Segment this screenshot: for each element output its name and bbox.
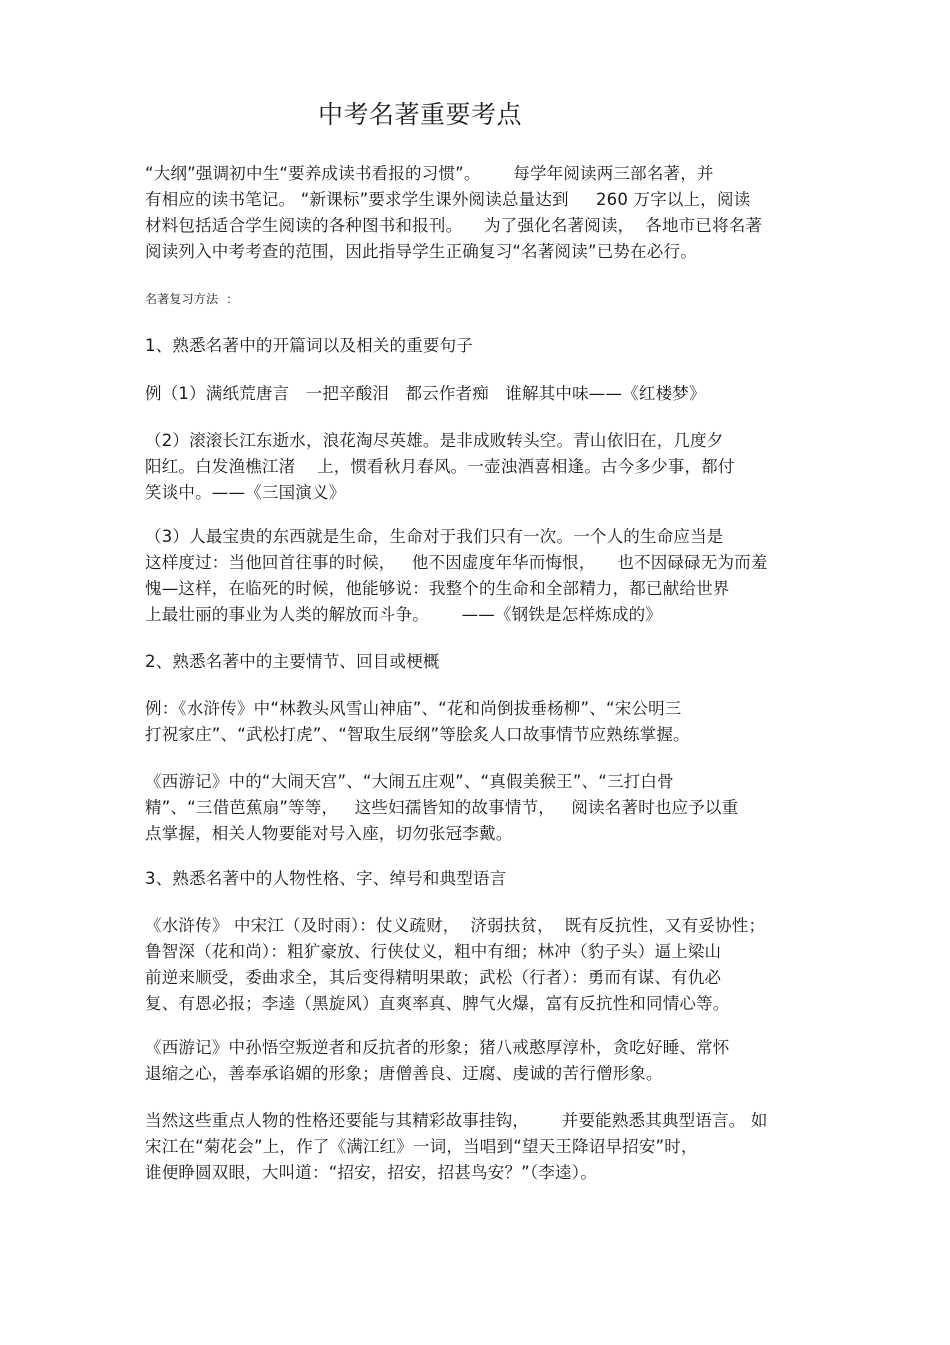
language-line-2: 宋江在“菊花会”上，作了《满江红》一词，当唱到“望天王降诏早招安”时，: [145, 1137, 698, 1156]
example-2-line-2: 阳红。白发渔樵江渚 上，惯看秋月春风。一壶浊酒喜相逢。古今多少事，都付: [145, 457, 735, 476]
language-line-3: 谁便睁圆双眼，大叫道：“招安，招安，招甚鸟安？”（李逵）。: [145, 1163, 597, 1182]
intro-line-3: 材料包括适合学生阅读的各种图书和报刊。 为了强化名著阅读， 各地市已将名著: [145, 216, 763, 235]
xiyou-characters-line-1: 《西游记》中孙悟空叛逆者和反抗者的形象；猪八戒憨厚淳朴，贪吃好睡、常怀: [145, 1038, 730, 1057]
shuihu-plot-line-1: 例：《水浒传》中“林教头风雪山神庙”、“花和尚倒拔垂杨柳”、“宋公明三: [145, 699, 682, 718]
method-heading: 名著复习方法 ：: [145, 292, 239, 306]
example-2-line-3: 笑谈中。——《三国演义》: [145, 483, 346, 502]
intro-line-4: 阅读列入中考考查的范围，因此指导学生正确复习“名著阅读”已势在必行。: [145, 242, 697, 261]
example-2-line-1: （2）滚滚长江东逝水，浪花淘尽英雄。是非成败转头空。青山依旧在，几度夕: [145, 431, 724, 450]
example-3-line-4: 上最壮丽的事业为人类的解放而斗争。 ——《钢铁是怎样炼成的》: [145, 605, 662, 624]
language-line-1: 当然这些重点人物的性格还要能与其精彩故事挂钩， 并要能熟悉其典型语言。 如: [145, 1111, 768, 1130]
section-2-heading: 2、熟悉名著中的主要情节、回目或梗概: [145, 652, 440, 671]
xiyou-plot-line-3: 点掌握，相关人物要能对号入座，切勿张冠李戴。: [145, 824, 513, 843]
xiyou-characters-line-2: 退缩之心，善奉承谄媚的形象；唐僧善良、迂腐、虔诚的苦行僧形象。: [145, 1064, 663, 1083]
section-1-heading: 1、熟悉名著中的开篇词以及相关的重要句子: [145, 336, 473, 355]
shuihu-characters-line-2: 鲁智深（花和尚）：粗犷豪放、行侠仗义，粗中有细；林冲（豹子头）逼上梁山: [145, 942, 722, 961]
shuihu-characters-line-3: 前逆来顺受，委曲求全，其后变得精明果敢；武松（行者）：勇而有谋、有仇必: [145, 968, 722, 987]
example-3-line-3: 愧—这样，在临死的时候，他能够说：我整个的生命和全部精力，都已献给世界: [145, 579, 730, 598]
section-3-heading: 3、熟悉名著中的人物性格、字、绰号和典型语言: [145, 869, 507, 888]
example-3-line-2: 这样度过：当他回首往事的时候， 他不因虚度年华而悔恨， 也不因碌碌无为而羞: [145, 553, 768, 572]
example-3-line-1: （3）人最宝贵的东西就是生命，生命对于我们只有一次。一个人的生命应当是: [145, 527, 724, 546]
xiyou-plot-line-2: 精”、“三借芭蕉扇”等等， 这些妇孺皆知的故事情节， 阅读名著时也应予以重: [145, 798, 739, 817]
shuihu-characters-line-1: 《水浒传》 中宋江（及时雨）：仗义疏财， 济弱扶贫， 既有反抗性，又有妥协性；: [145, 916, 766, 935]
intro-line-1: “大纲”强调初中生“要养成读书看报的习惯”。 每学年阅读两三部名著，并: [145, 164, 714, 183]
intro-line-2: 有相应的读书笔记。 “新课标”要求学生课外阅读总量达到 260 万字以上，阅读: [145, 190, 751, 209]
shuihu-plot-line-2: 打祝家庄”、“武松打虎”、“智取生辰纲”等脍炙人口故事情节应熟练掌握。: [145, 725, 690, 744]
xiyou-plot-line-1: 《西游记》中的“大闹天宫”、“大闹五庄观”、“真假美猴王”、“三打白骨: [145, 772, 674, 791]
shuihu-characters-line-4: 复、有恩必报；李逵（黑旋风）直爽率真、脾气火爆，富有反抗性和同情心等。: [145, 994, 730, 1013]
document-title: 中考名著重要考点: [318, 100, 523, 129]
example-1-line: 例（1）满纸荒唐言 一把辛酸泪 都云作者痴 谁解其中味——《红楼梦》: [145, 384, 706, 403]
